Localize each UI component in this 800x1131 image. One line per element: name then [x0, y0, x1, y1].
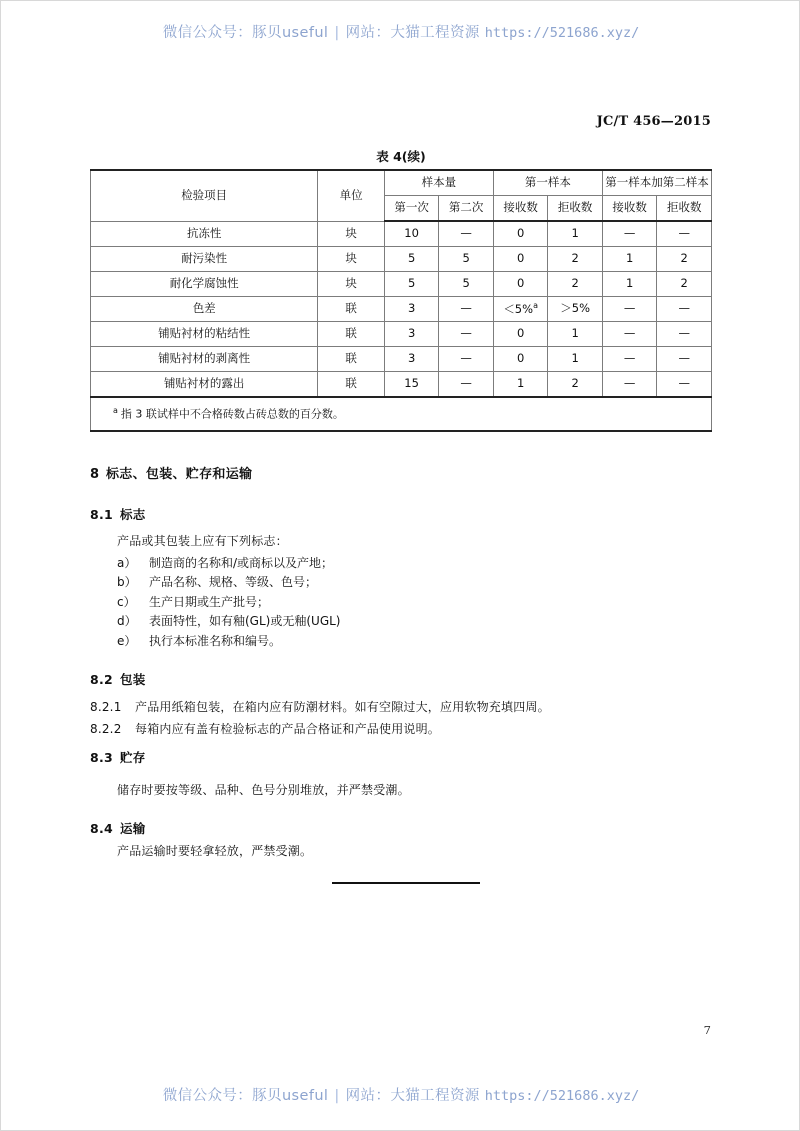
cell-unit: 联 [318, 347, 384, 372]
list-item-text: 表面特性，如有釉(GL)或无釉(UGL) [149, 614, 341, 629]
table-body [91, 221, 712, 431]
list-item-text: 制造商的名称和/或商标以及产地； [149, 556, 334, 570]
cell-n2: 5 [439, 247, 494, 272]
watermark-separator: | [334, 1088, 340, 1104]
cell-reject-2: — [657, 322, 712, 347]
section-8-1-title: 标志 [120, 507, 146, 522]
list-item-marker: e） [117, 633, 137, 648]
heading-section-8-1 [90, 505, 712, 523]
table-row [91, 347, 712, 372]
list-item-text: 产品名称、规格、等级、色号； [149, 575, 318, 590]
cell-n1: 5 [384, 272, 439, 297]
cell-item: 色差 [91, 297, 318, 322]
heading-section-8-4 [90, 819, 712, 837]
header-first-plus-second-sample: 第一样本加第二样本 [602, 170, 711, 196]
paragraph-8-3: 储存时要按等级、品种、色号分别堆放，并严禁受潮。 [117, 783, 410, 797]
table-row [91, 272, 712, 297]
section-8-1-list [90, 554, 739, 651]
table-footnote [91, 397, 712, 431]
section-8-1-number: 8.1 [90, 507, 114, 522]
cell-item: 铺贴衬材的剥离性 [91, 347, 318, 372]
paragraph-8-2-1-number: 8.2.1 [90, 700, 122, 714]
list-item [117, 554, 739, 573]
sampling-inspection-table [90, 169, 712, 432]
watermark-separator: | [334, 25, 340, 41]
cell-item: 铺贴衬材的露出 [91, 372, 318, 398]
heading-section-8 [90, 463, 712, 482]
cell-unit: 联 [318, 297, 384, 322]
paragraph-8-4: 产品运输时要轻拿轻放，严禁受潮。 [117, 844, 313, 858]
cell-reject-2: — [657, 221, 712, 247]
watermark-site-label: 网站：大猫工程资源 [345, 1088, 480, 1104]
cell-accept-2: — [602, 347, 657, 372]
cell-n1: 3 [384, 322, 439, 347]
table-footnote-row [91, 397, 712, 431]
list-item-marker: c） [117, 594, 136, 609]
cell-accept-1: 0 [493, 247, 548, 272]
paragraph-8-2-1 [90, 698, 712, 717]
section-8-4-number: 8.4 [90, 821, 114, 836]
watermark-site-label: 网站：大猫工程资源 [345, 25, 480, 41]
header-unit: 单位 [318, 170, 384, 221]
cell-accept-2: — [602, 221, 657, 247]
cell-n1: 3 [384, 347, 439, 372]
standard-number-header: JC/T 456—2015 [596, 114, 711, 129]
section-8-4-title: 运输 [120, 821, 146, 836]
footnote-text: 指 3 联试样中不合格砖数占砖总数的百分数。 [120, 408, 344, 421]
list-item-marker: b） [117, 575, 137, 590]
header-accept-1: 接收数 [493, 196, 548, 222]
table-caption: 表 4(续) [376, 149, 426, 164]
paragraph-8-2-2-number: 8.2.2 [90, 722, 122, 736]
footnote-marker: a [113, 406, 118, 416]
cell-accept-1-value: ＜5% [503, 302, 534, 317]
list-item-text: 生产日期或生产批号； [149, 594, 270, 609]
cell-item: 耐污染性 [91, 247, 318, 272]
cell-n2: — [439, 297, 494, 322]
table-row [91, 372, 712, 398]
cell-accept-1 [493, 297, 548, 322]
table-row [91, 297, 712, 322]
cell-item: 耐化学腐蚀性 [91, 272, 318, 297]
cell-n1: 10 [384, 221, 439, 247]
section-8-1-intro: 产品或其包装上应有下列标志： [117, 534, 288, 548]
header-reject-2: 拒收数 [657, 196, 712, 222]
watermark-url: https://521686.xyz/ [484, 25, 640, 41]
list-item-marker: d） [117, 614, 137, 629]
cell-n2: — [439, 372, 494, 398]
cell-reject-2: — [657, 347, 712, 372]
watermark-wechat-label: 微信公众号：豚贝useful [162, 25, 329, 41]
cell-accept-2: — [602, 322, 657, 347]
cell-accept-1: 0 [493, 322, 548, 347]
header-accept-2: 接收数 [602, 196, 657, 222]
cell-accept-2: 1 [602, 272, 657, 297]
paragraph-8-2-1-text: 产品用纸箱包装，在箱内应有防潮材料。如有空隙过大，应用软物充填四周。 [135, 700, 550, 714]
cell-reject-1: 1 [548, 322, 603, 347]
footnote-reference: a [533, 301, 538, 311]
section-8-title: 标志、包装、贮存和运输 [106, 467, 253, 482]
cell-n2: — [439, 221, 494, 247]
cell-unit: 块 [318, 221, 384, 247]
section-8-3-number: 8.3 [90, 750, 114, 765]
cell-reject-2: 2 [657, 272, 712, 297]
end-of-document-rule [332, 882, 480, 884]
cell-item: 铺贴衬材的粘结性 [91, 322, 318, 347]
header-reject-1: 拒收数 [548, 196, 603, 222]
cell-reject-1: 2 [548, 372, 603, 398]
table-container [90, 169, 712, 432]
watermark-top [1, 21, 800, 42]
cell-accept-1: 0 [493, 347, 548, 372]
cell-unit: 联 [318, 372, 384, 398]
cell-reject-1: ＞5% [548, 297, 603, 322]
cell-n2: 5 [439, 272, 494, 297]
cell-n1: 5 [384, 247, 439, 272]
section-8-3-title: 贮存 [120, 750, 146, 765]
cell-accept-2: — [602, 372, 657, 398]
cell-reject-1: 2 [548, 247, 603, 272]
list-item [117, 573, 739, 592]
cell-reject-1: 1 [548, 347, 603, 372]
table-row [91, 322, 712, 347]
cell-unit: 联 [318, 322, 384, 347]
cell-n1: 3 [384, 297, 439, 322]
cell-unit: 块 [318, 247, 384, 272]
header-first-sample: 第一样本 [493, 170, 602, 196]
cell-unit: 块 [318, 272, 384, 297]
cell-reject-2: 2 [657, 247, 712, 272]
cell-n2: — [439, 347, 494, 372]
watermark-wechat-label: 微信公众号：豚贝useful [162, 1088, 329, 1104]
table-head [91, 170, 712, 221]
cell-reject-1: 2 [548, 272, 603, 297]
table-header-row-1 [91, 170, 712, 196]
section-8-2-number: 8.2 [90, 672, 114, 687]
section-8-2-title: 包装 [120, 672, 146, 687]
cell-n2: — [439, 322, 494, 347]
list-item [117, 632, 739, 651]
section-8-number: 8 [90, 467, 100, 482]
watermark-url: https://521686.xyz/ [484, 1088, 640, 1104]
cell-accept-2: 1 [602, 247, 657, 272]
list-item [117, 593, 739, 612]
cell-accept-2: — [602, 297, 657, 322]
table-row [91, 247, 712, 272]
cell-item: 抗冻性 [91, 221, 318, 247]
header-first-time: 第一次 [384, 196, 439, 222]
table-row [91, 221, 712, 247]
list-item-text: 执行本标准名称和编号。 [149, 633, 282, 648]
cell-accept-1: 1 [493, 372, 548, 398]
cell-reject-1: 1 [548, 221, 603, 247]
list-item [117, 612, 739, 631]
cell-n1: 15 [384, 372, 439, 398]
cell-reject-2: — [657, 372, 712, 398]
header-second-time: 第二次 [439, 196, 494, 222]
header-sample-size: 样本量 [384, 170, 493, 196]
paragraph-8-2-2 [90, 720, 712, 739]
page-number: 7 [703, 1023, 711, 1037]
cell-reject-2: — [657, 297, 712, 322]
cell-accept-1: 0 [493, 272, 548, 297]
header-item: 检验项目 [91, 170, 318, 221]
paragraph-8-2-2-text: 每箱内应有盖有检验标志的产品合格证和产品使用说明。 [135, 722, 441, 736]
heading-section-8-3 [90, 748, 712, 766]
heading-section-8-2 [90, 670, 712, 688]
cell-accept-1: 0 [493, 221, 548, 247]
watermark-bottom [1, 1084, 800, 1105]
list-item-marker: a） [117, 556, 137, 570]
